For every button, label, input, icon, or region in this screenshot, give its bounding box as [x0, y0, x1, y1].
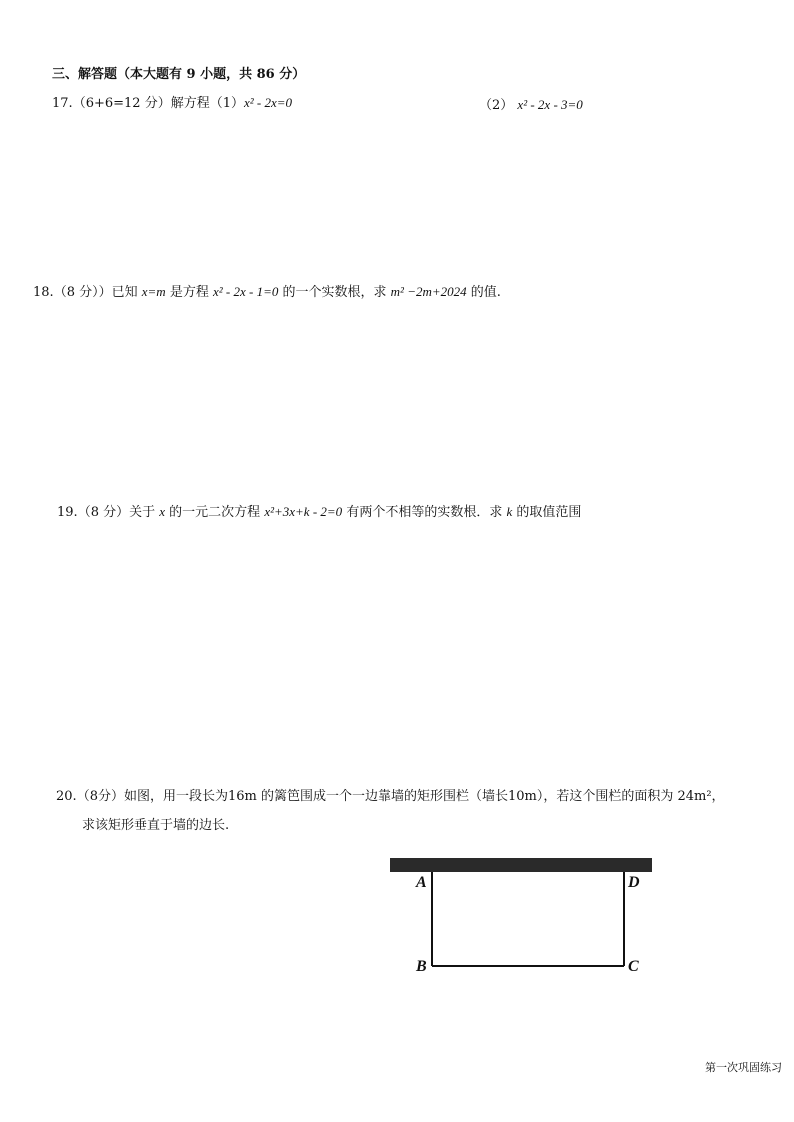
q18-text-a: 已知: [111, 285, 138, 300]
question-17-part2: [479, 97, 583, 114]
q19-text-d: 的取值范围: [516, 505, 582, 520]
q17-part2-label: （2）: [479, 98, 514, 113]
q19-text-c: 有两个不相等的实数根．求: [346, 505, 503, 520]
question-17: [52, 95, 292, 112]
question-20: [56, 789, 725, 805]
q19-score: （8 分）: [77, 505, 130, 520]
q20-score: （8分）: [76, 789, 124, 804]
q19-text-a: 关于: [129, 505, 156, 520]
q19-equation: x²+3x+k - 2=0: [264, 504, 343, 519]
q19-text-b: 的一元二次方程: [169, 505, 261, 520]
label-d: D: [628, 874, 640, 891]
question-18: [33, 284, 501, 301]
label-a: A: [416, 874, 427, 891]
q19-variable: x: [159, 504, 166, 519]
q20-line1: 如图，用一段长为16m 的篱笆围成一个一边靠墙的矩形围栏（墙长10m），若这个围栏的面积为 24m²，: [123, 789, 725, 804]
q18-text-b: 是方程: [169, 285, 209, 300]
wall-rectangle-figure: [384, 852, 664, 996]
q18-score: （8 分））: [53, 285, 112, 300]
wall: [390, 858, 652, 872]
q17-instruction: 解方程: [170, 96, 210, 111]
q18-number: 18.: [33, 285, 54, 300]
q17-part1-equation: x² - 2x=0: [244, 95, 293, 110]
q17-part1-label: （1）: [209, 96, 244, 111]
q19-number: 19.: [57, 505, 78, 520]
q18-equation: x² - 2x - 1=0: [212, 284, 279, 299]
q18-condition: x=m: [141, 284, 166, 299]
q18-text-d: 的值.: [470, 285, 501, 300]
label-b: B: [416, 958, 427, 975]
q19-variable-k: k: [506, 504, 513, 519]
q20-number: 20.: [56, 789, 77, 804]
q20-line2: 求该矩形垂直于墙的边长.: [82, 818, 230, 833]
q18-expression: m² −2m+2024: [390, 284, 467, 299]
q17-number: 17.: [52, 96, 73, 111]
section-header: 三、解答题（本大题有 9 小题，共 86 分）: [52, 67, 306, 82]
question-19: [57, 504, 581, 521]
q17-score: （6+6=12 分）: [72, 96, 171, 111]
q17-part2-equation: x² - 2x - 3=0: [517, 97, 583, 112]
q18-text-c: 的一个实数根，求: [282, 285, 387, 300]
footer-label: 第一次巩固练习: [705, 1061, 782, 1074]
label-c: C: [628, 958, 639, 975]
